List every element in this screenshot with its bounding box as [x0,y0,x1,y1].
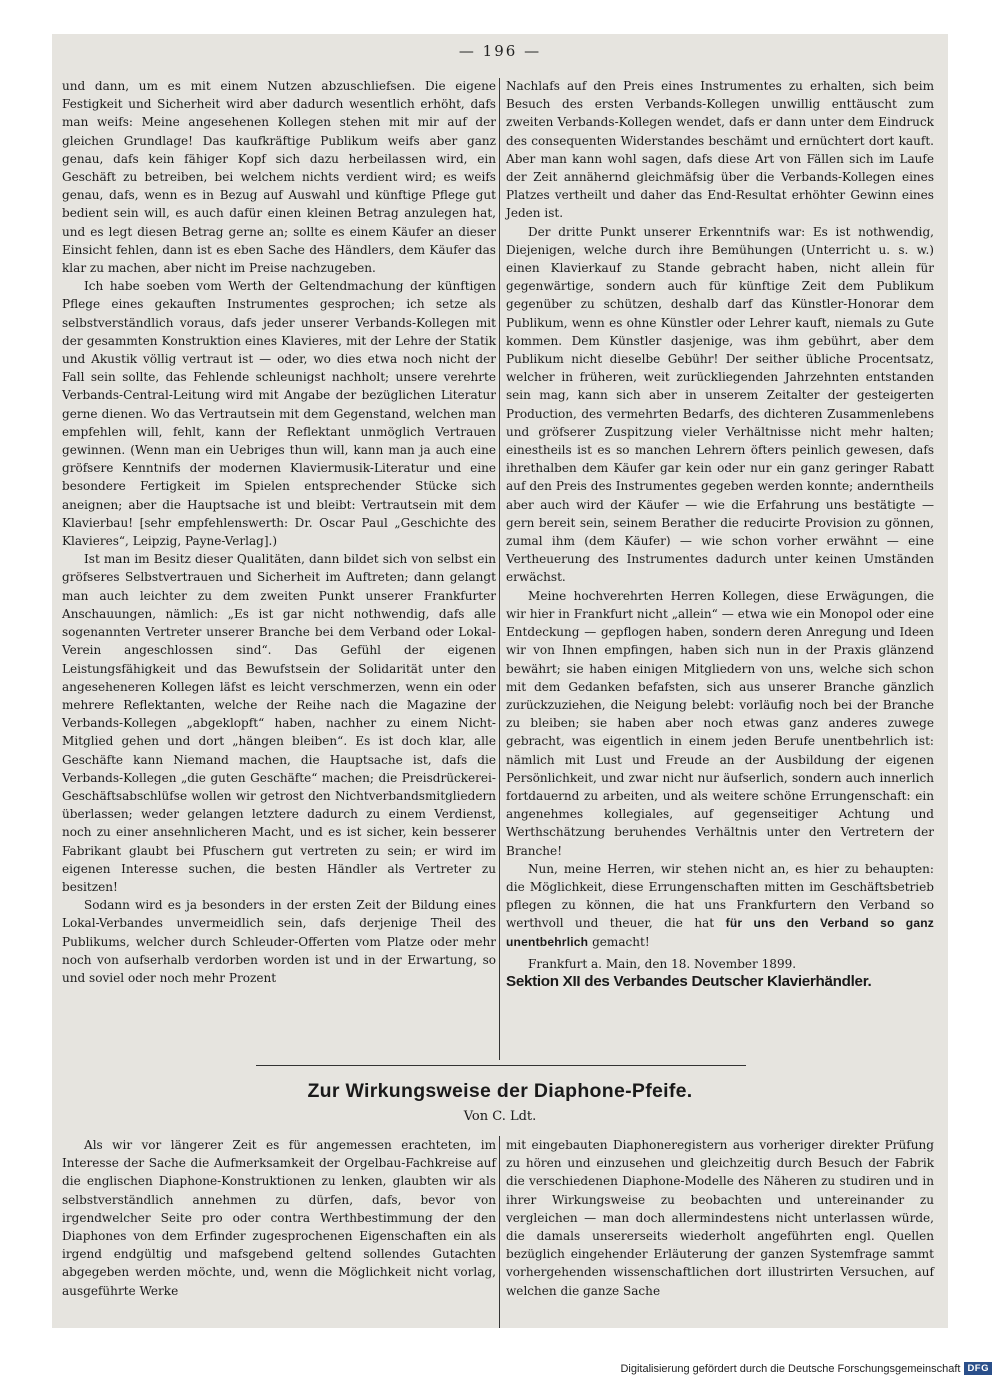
right-column-top [506,77,934,991]
paragraph: Als wir vor längerer Zeit es für angemessen erachteten, im Interesse der Sache die Aufmerksamkeit der Orgelbau-Fachkreise auf die englischen Diaphone-Konstruktionen zu lenken, glaubten wir als selbstverständlich annehmen zu dürfen, dafs, bevor von irgendwelcher Seite pro oder contra Werthbestimmung der den Diaphones von dem Erfinder zugesprochenen Eigenschaften ein als irgend endgültig und mafsgebend geltend sollendes Gutachten abgegeben werden möchte, und, wenn die Möglichkeit nicht vorlag, ausgeführte Werke [62,1138,496,1298]
article-byline: Von C. Ldt. [463,1109,537,1124]
article-title: Zur Wirkungsweise der Diaphone-Pfeife. [307,1080,693,1102]
credit-text: Digitalisierung gefördert durch die Deutsche Forschungsgemeinschaft [620,1363,961,1375]
paragraph: mit eingebauten Diaphoneregistern aus vorheriger direkter Prüfung zu hören und einzusehen und gleichzeitig durch Besuch der Fabrik die verschiedenen Diaphone-Modelle des Näheren zu studiren und in ihrer Wirkungsweise zu beobachten und untereinander zu vergleichen — man doch allermindestens nicht unterlassen würde, die damals unsererseits wiederholt angeführten engl. Quellen bezüglich eingehender Erläuterung der ganzen Systemfrage sammt vorhergehenden wissenschaftlichen dort illustrirten Versuchen, auf welchen die ganze Sache [506,1138,934,1298]
digitization-credit [0,1362,1000,1375]
paragraph: Ich habe soeben vom Werth der Geltendmachung der künftigen Pflege eines gekauften Instrumentes gesprochen; ich setze als selbstverständlich voraus, dafs jeder unserer Verbands-Kollegen mit der gesammten Konstruktion eines Klavieres, mit der Lehre der Statik und Akustik völlig vertraut ist — oder, wo dies etwa noch nicht der Fall sein sollte, das Fehlende schleunigst nachholt; unsere verehrte Verbands-Central-Leitung wird mit Angabe der bezüglichen Literatur gerne dienen. Wo das Vertrautsein mit dem Gegenstand, welchen man empfehlen will, fehlt, kann der Reflektant unmöglich Vertrauen gewinnen. (Wenn man ein Uebriges thun will, kann man ja auch eine gröfsere Kenntnifs der modernen Klaviermusik-Literatur und eine besondere Fertigkeit im Spielen entsprechender Stücke sich aneignen; aber die Hauptsache ist und bleibt: Vertrautsein mit dem Klavierbau! [sehr empfehlenswerth: Dr. Oscar Paul „Geschichte des Klavieres“, Leipzig, Payne-Verlag].) [62,279,496,549]
section-divider [256,1065,746,1066]
closing-text: Nun, meine Herren, wir stehen nicht an, es hier zu behaupten: die Möglichkeit, diese Errungenschaften mitten im Geschäftsbetrieb pflegen zu können, die hat uns Frankfurtern den Verband so werthvoll und theuer, die hat [506,861,934,931]
dfg-logo: DFG [964,1362,992,1375]
article-left-column [62,1136,496,1300]
page-number: — 196 — [458,42,542,60]
dateline: Frankfurt a. Main, den 18. November 1899. [528,956,797,971]
bold-emphasis: für uns den Verband so ganz unentbehrlich [506,916,934,949]
paragraph: Sodann wird es ja besonders in der ersten Zeit der Bildung eines Lokal-Verbandes unvermeidlich sein, dafs derjenige Theil des Publikums, welcher durch Schleuder-Offerten vom Platze oder mehr noch von aufserhalb verdorben worden ist und in der Erwartung, so und soviel oder noch mehr Prozent [62,898,496,985]
scanned-page [52,34,948,1328]
paragraph [506,860,934,951]
paragraph: und dann, um es mit einem Nutzen abzuschliefsen. Die eigene Festigkeit und Sicherheit wird aber dadurch wesentlich erhöht, dafs man weifs: Meine angesehenen Kollegen stehen mit mir auf der gleichen Grundlage! Das kaufkräftige Publikum weifs aber ganz genau, dafs kein fähiger Kopf sich dazu herbeilassen wird, ein Geschäft zu betreiben, bei welchem nichts verdient wird; es weifs genau, dafs, wenn es in Bezug auf Auswahl und künftige Pflege gut bedient sein will, es auch dafür einen kleinen Betrag anzulegen hat, und es legt diesen Betrag gerne an; sollte es einem Käufer an dieser Einsicht fehlen, dann ist es eben Sache des Händlers, dem Käufer das klar zu machen, aber nicht im Preise nachzugeben. [62,79,496,276]
article-right-column [506,1136,934,1300]
left-column-top [62,77,496,987]
closing-word: gemacht! [592,934,650,949]
signature: Sektion XII des Verbandes Deutscher Klavierhändler. [506,972,872,990]
article-column-divider [499,1136,500,1328]
paragraph: Meine hochverehrten Herren Kollegen, diese Erwägungen, die wir hier in Frankfurt nicht „allein“ — etwa wie ein Monopol oder eine Entdeckung — gepflogen haben, sondern deren Anregung und Ideen wir von Ihnen empfingen, haben sich nun in der Praxis glänzend bewährt; sie haben einigen Mitgliedern von uns, welche sich schon mit dem Gedanken befafsten, sich aus unserer Branche gänzlich zurückzuziehen, die Neigung belebt: vorläufig noch bei der Branche zu bleiben; sie haben aber noch etwas ganz anderes zuwege gebracht, was eigentlich in einem jeden Berufe unentbehrlich ist: nämlich mit Lust und Freude an der Ausbildung der eigenen Persönlichkeit, und zwar nicht nur äufserlich, sondern auch innerlich fortdauernd zu arbeiten, und als weitere schöne Errungenschaft: ein angenehmes kollegiales, auf gegenseitiger Achtung und Werthschätzung beruhendes Verhältnis unter den Vertretern der Branche! [506,588,934,858]
paragraph: Ist man im Besitz dieser Qualitäten, dann bildet sich von selbst ein gröfseres Selbstvertrauen und Sicherheit im Auftreten; dann gelangt man auch leichter zu dem zweiten Punkt unserer Frankfurter Anschauungen, nämlich: „Es ist gar nicht nothwendig, dafs alle sogenannten Vertreter unserer Branche bei dem Verband oder Lokal-Verein angeschlossen sind“. Das Gefühl der eigenen Leistungsfähigkeit und das Bewufstsein der Solidarität unter den angeseheneren Kollegen läfst es leicht verschmerzen, wenn ein oder mehrere Reflektanten, welche der Reihe nach die Magazine der Verbands-Kollegen „abgeklopft“ haben, nachher zu einem Nicht-Mitglied gehen und dort „hängen bleiben“. Es ist doch klar, alle Geschäfte kann Niemand machen, die Hauptsache ist, dafs die Verbands-Kollegen „die guten Geschäfte“ machen; die Preisdrückerei-Geschäftsabschlüfse wollen wir getrost den Nichtverbandsmitgliedern überlassen; weder gelangen letztere dadurch zu einem Verdienst, noch zu einer ansehnlicheren Macht, und es ist sicher, kein besserer Fabrikant glaubt bei Pfuschern gut vertreten zu sein; er wird im eigenen Interesse suchen, die besten Händler als Vertreter zu besitzen! [62,552,496,894]
paragraph: Nachlafs auf den Preis eines Instrumentes zu erhalten, sich beim Besuch des ersten Verbands-Kollegen unwillig enttäuscht zum zweiten Verbands-Kollegen wendet, dafs er dann unter dem Eindruck des consequenten Widerstandes beschämt und ernüchtert dort kauft. Aber man kann wohl sagen, dafs diese Art von Fällen sich im Laufe der Zeit annähernd gleichmäfsig über die Verbands-Kollegen eines Platzes vertheilt und daher das End-Resultat erhöhter Gewinn eines Jeden ist. [506,79,934,221]
column-divider [499,78,500,1060]
paragraph: Der dritte Punkt unserer Erkenntnifs war: Es ist nothwendig, Diejenigen, welche durch ihre Bemühungen (Unterricht u. s. w.) einen Klavierkauf zu Stande gebracht haben, nicht allein für gegenwärtige, sondern auch für künftige Zeit dem Publikum gegenüber zu schützen, deshalb darf das Künstler-Honorar dem Publikum, wenn es ohne Künstler oder Lehrer kauft, niemals zu Gute kommen. Dem Künstler dasjenige, was ihm gebührt, aber dem Publikum nicht dieselbe Gebühr! Der seither übliche Procentsatz, welcher in früheren, weit zurückliegenden Jahrzehnten entstanden sein mag, kann sich aber in unserem Zeitalter der gesteigerten Production, des vermehrten Bedarfs, des dichteren Zusammenlebens und gröfserer Zuspitzung vieler Verhältnisse nicht mehr halten; einestheils ist es so manchen Lehrern öfters peinlich gewesen, dafs ihrethalben dem Käufer gar kein oder nur ein ganz geringer Rabatt auf den Preis des Instrumentes gegeben werden konnte; anderntheils aber auch wird der Käufer — wie die Erfahrung uns bestätigte — gern bereit sein, seinem Berather die reducirte Provision zu gönnen, zumal ihm (dem Käufer) — wie schon vorher erwähnt — eine Vertheuerung des Instrumentes dadurch unter keinen Umständen erwächst. [506,224,934,585]
